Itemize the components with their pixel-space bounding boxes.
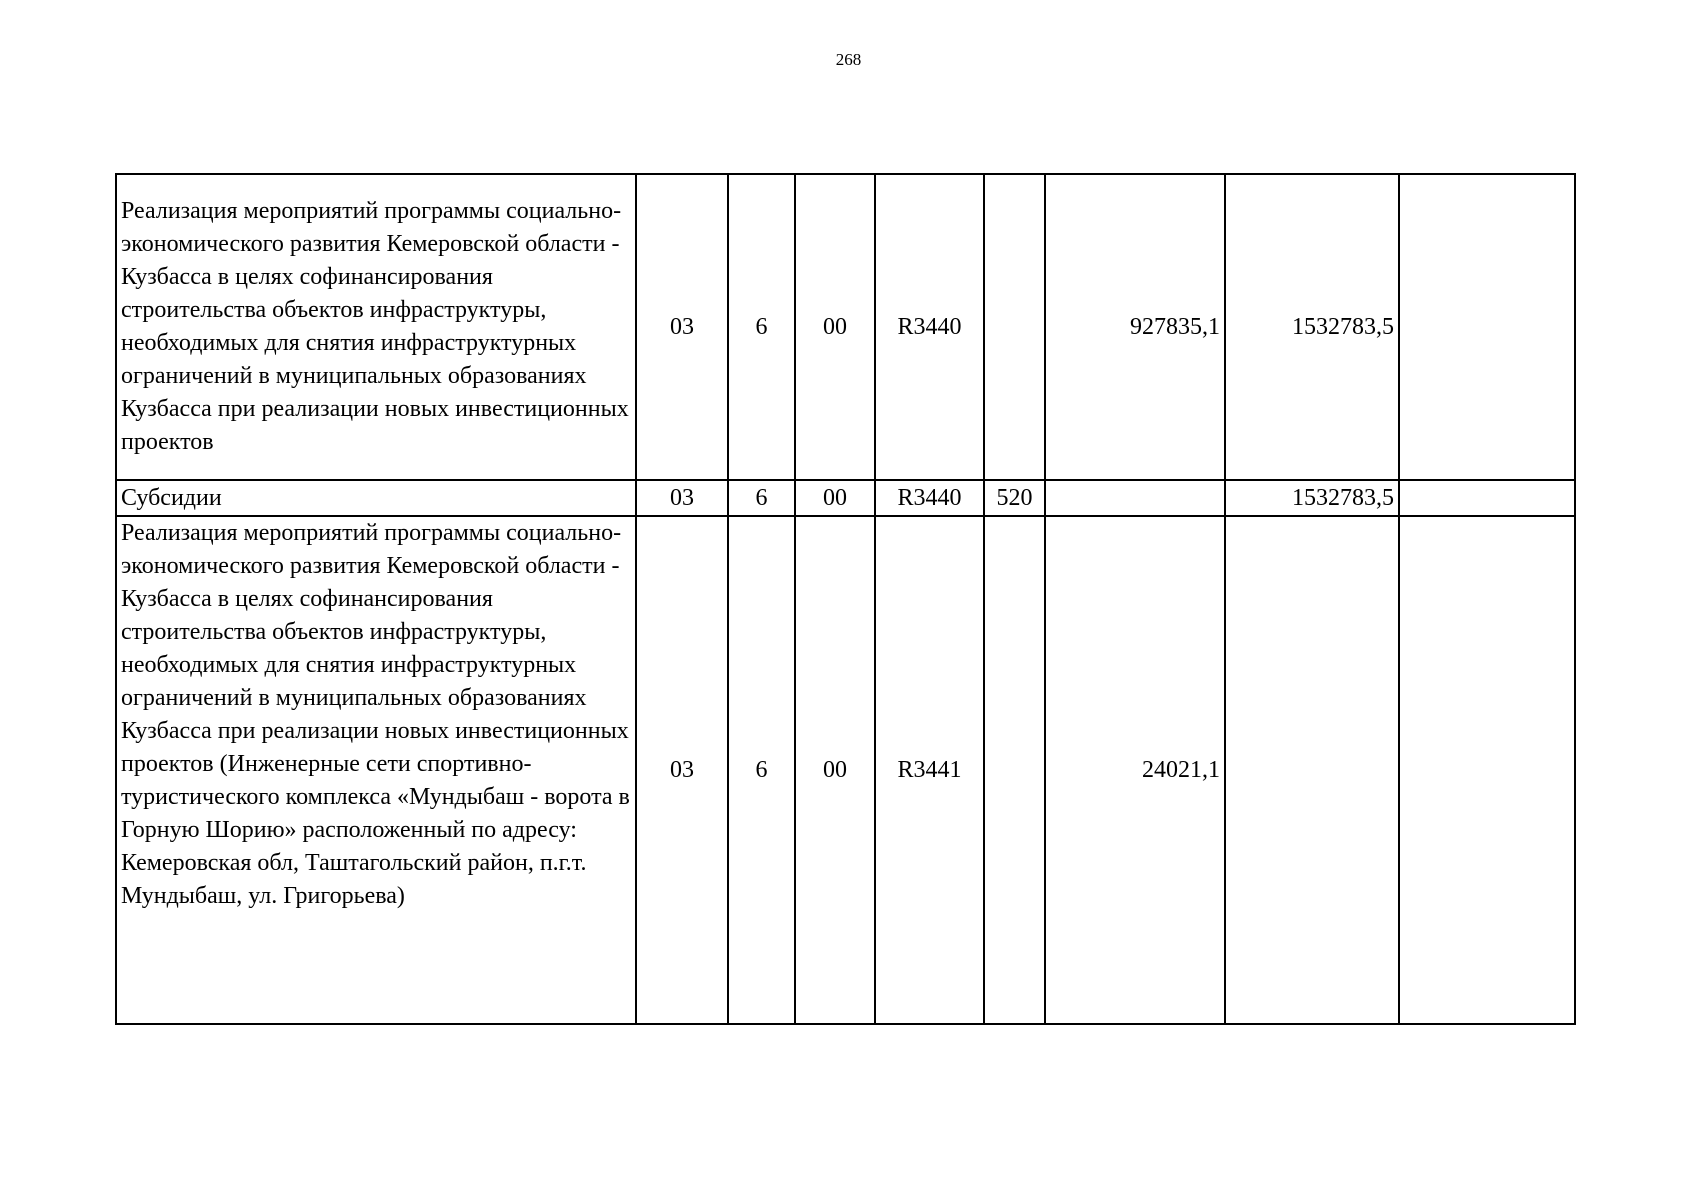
amount-cell-2: [1225, 516, 1399, 1024]
row-name-cell: Реализация мероприятий программы социально-экономического развития Кемеровской области - Кузбасса в целях софинансирования строительства объектов инфраструктуры, необходимых для снятия инфраструктурных ограничений в муниципальных образованиях Кузбасса при реализации новых инвестиционных проектов: [116, 174, 636, 480]
program-code-cell: 6: [728, 516, 795, 1024]
section-code-cell: 03: [636, 480, 728, 516]
amount-cell-1: 927835,1: [1045, 174, 1225, 480]
table-row: [116, 480, 1575, 516]
amount-cell-3: [1399, 174, 1575, 480]
target-code-cell: R3440: [875, 174, 984, 480]
budget-table: [115, 173, 1576, 1025]
amount-cell-1: [1045, 480, 1225, 516]
section-code-cell: 03: [636, 516, 728, 1024]
subprogram-code-cell: 00: [795, 480, 875, 516]
section-code-cell: 03: [636, 174, 728, 480]
amount-cell-2: 1532783,5: [1225, 480, 1399, 516]
table-row: [116, 174, 1575, 480]
table-row: [116, 516, 1575, 1024]
expense-type-cell: 520: [984, 480, 1045, 516]
amount-cell-3: [1399, 516, 1575, 1024]
target-code-cell: R3440: [875, 480, 984, 516]
target-code-cell: R3441: [875, 516, 984, 1024]
program-code-cell: 6: [728, 480, 795, 516]
page-number: 268: [835, 50, 862, 69]
program-code-cell: 6: [728, 174, 795, 480]
row-name-cell: Реализация мероприятий программы социально-экономического развития Кемеровской области - Кузбасса в целях софинансирования строительства объектов инфраструктуры, необходимых для снятия инфраструктурных ограничений в муниципальных образованиях Кузбасса при реализации новых инвестиционных проектов (Инженерные сети спортивно-туристического комплекса «Мундыбаш - ворота в Горную Шорию» расположенный по адресу: Кемеровская обл, Таштагольский район, п.г.т. Мундыбаш, ул. Григорьева): [116, 516, 636, 1024]
amount-cell-1: 24021,1: [1045, 516, 1225, 1024]
row-name-cell: Субсидии: [116, 480, 636, 516]
expense-type-cell: [984, 174, 1045, 480]
amount-cell-2: 1532783,5: [1225, 174, 1399, 480]
subprogram-code-cell: 00: [795, 174, 875, 480]
expense-type-cell: [984, 516, 1045, 1024]
subprogram-code-cell: 00: [795, 516, 875, 1024]
amount-cell-3: [1399, 480, 1575, 516]
